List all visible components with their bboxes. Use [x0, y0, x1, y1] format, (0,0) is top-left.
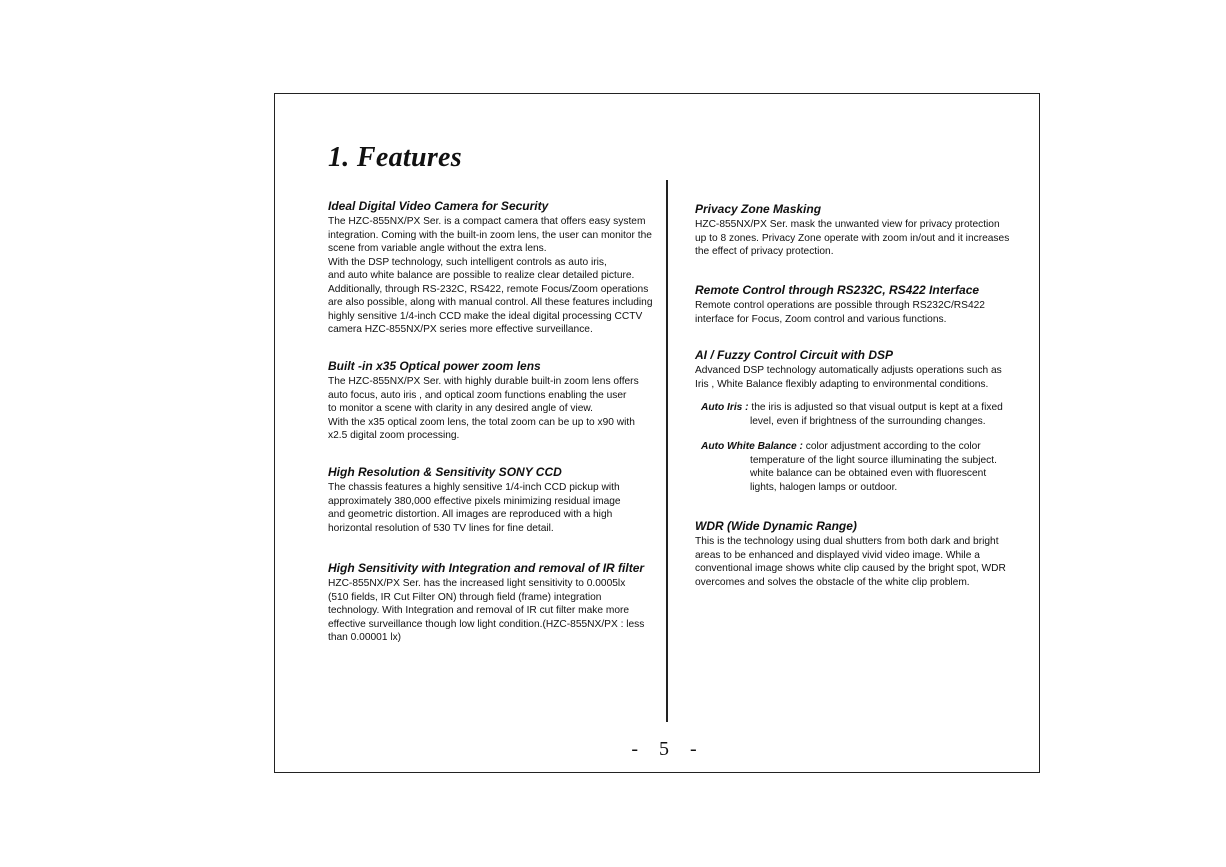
feature-section-ideal-camera: [328, 199, 663, 337]
section-body: The chassis features a highly sensitive 1/4-inch CCD pickup with approximately 380,000 effective pixels minimizing residual image and geometric distortion. All images are reproduced with a high horizontal resolution of 530 TV lines for fine detail.: [328, 482, 621, 534]
page-number: - 5 -: [631, 738, 705, 760]
definition-term: Auto Iris :: [701, 402, 749, 413]
definition-auto-iris: [701, 401, 1031, 428]
definition-auto-white-balance: [701, 440, 1031, 494]
section-body: This is the technology using dual shutters from both dark and bright areas to be enhanced and displayed vivid video image. While a conventional image shows white clip caused by the bright spot, WDR overcomes and solves the obstacle of the white clip problem.: [695, 536, 1006, 588]
feature-section-fuzzy-control: [695, 348, 1030, 391]
section-body: The HZC-855NX/PX Ser. with highly durable built-in zoom lens offers auto focus, auto iris , and optical zoom functions enabling the user to monitor a scene with clarity in any desired angle of view. With the x35 optical zoom lens, the total zoom can be up to x90 with x2.5 digital zoom processing.: [328, 376, 639, 441]
section-body: Remote control operations are possible through RS232C/RS422 interface for Focus, Zoom control and various functions.: [695, 300, 985, 325]
section-body: Advanced DSP technology automatically adjusts operations such as Iris , White Balance flexibly adapting to environmental conditions.: [695, 365, 1002, 390]
section-heading: WDR (Wide Dynamic Range): [695, 519, 857, 533]
feature-section-high-sensitivity: [328, 561, 663, 645]
feature-section-privacy-zone: [695, 202, 1030, 259]
feature-section-sony-ccd: [328, 465, 663, 535]
section-body: HZC-855NX/PX Ser. has the increased light sensitivity to 0.0005lx (510 fields, IR Cut Filter ON) through field (frame) integration technology. With Integration and removal of IR cut filter make more effective surveillance though low light condition.(HZC-855NX/PX : less than 0.00001 lx): [328, 578, 645, 643]
definition-text-continued: level, even if brightness of the surrounding changes.: [750, 415, 986, 427]
page-title: 1. Features: [328, 142, 462, 173]
definition-text-continued: temperature of the light source illuminating the subject. white balance can be obtained even with fluorescent lights, halogen lamps or outdoor.: [750, 454, 997, 493]
feature-section-remote-control: [695, 283, 1030, 326]
feature-section-zoom-lens: [328, 359, 663, 443]
definition-term: Auto White Balance :: [701, 441, 803, 452]
section-heading: High Sensitivity with Integration and removal of IR filter: [328, 561, 645, 575]
section-body: The HZC-855NX/PX Ser. is a compact camera that offers easy system integration. Coming with the built-in zoom lens, the user can monitor the scene from variable angle without the extra lens. With the DSP technology, such intelligent controls as auto iris, and auto white balance are possible to realize clear detailed picture. Additionally, through RS-232C, RS422, remote Focus/Zoom operations are also possible, along with manual control. All these features including highly sensitive 1/4-inch CCD make the ideal digital processing CCTV camera HZC-855NX/PX series more effective surveillance.: [328, 216, 653, 335]
section-heading: Built -in x35 Optical power zoom lens: [328, 359, 541, 373]
section-body: HZC-855NX/PX Ser. mask the unwanted view for privacy protection up to 8 zones. Privacy Zone operate with zoom in/out and it increases the effect of privacy protection.: [695, 219, 1010, 257]
definition-text: color adjustment according to the color: [802, 441, 981, 452]
section-heading: Ideal Digital Video Camera for Security: [328, 199, 549, 213]
section-heading: Privacy Zone Masking: [695, 202, 822, 216]
section-heading: Remote Control through RS232C, RS422 Interface: [695, 283, 980, 297]
section-heading: AI / Fuzzy Control Circuit with DSP: [695, 348, 893, 362]
section-heading: High Resolution & Sensitivity SONY CCD: [328, 465, 562, 479]
definition-text: the iris is adjusted so that visual output is kept at a fixed: [748, 402, 1003, 413]
column-divider: [666, 180, 668, 722]
feature-section-wdr: [695, 519, 1030, 589]
